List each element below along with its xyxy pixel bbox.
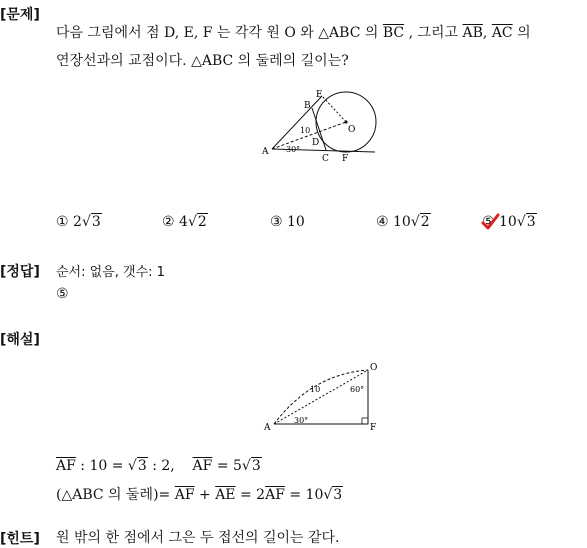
exp-seg-ae: $\overline{AE}$ <box>215 487 236 503</box>
problem-label: [문제] <box>0 7 40 23</box>
exp-seg-af: $\overline{AF}$ <box>56 458 76 474</box>
option-4-coef: 10 <box>393 214 411 230</box>
problem-line-1 <box>56 22 531 42</box>
segment-ac: $\overline{AC}$ <box>491 25 513 41</box>
hint-label: [힌트] <box>0 531 40 547</box>
right-angle-mark <box>362 418 368 424</box>
exp-ratio: : 10 = <box>80 458 124 474</box>
option-5-number: ⑤ <box>482 214 495 230</box>
exp-perimeter: (△ABC 의 둘레)= <box>56 487 171 503</box>
line-ao-straight <box>274 370 368 424</box>
option-3[interactable] <box>270 214 305 230</box>
option-5[interactable] <box>482 214 537 230</box>
option-2-number: ② <box>162 214 175 230</box>
center-o <box>344 120 347 123</box>
option-1-number: ① <box>56 214 69 230</box>
option-4-sqrt: √2 <box>410 214 430 230</box>
fig2-label-a: A <box>264 423 271 433</box>
option-5-marker <box>482 214 495 230</box>
option-4[interactable] <box>376 214 431 230</box>
option-5-coef: 10 <box>499 214 517 230</box>
label-d: D <box>312 138 320 148</box>
separator: , <box>482 25 488 41</box>
explanation-line-1 <box>56 458 262 474</box>
option-2-coef: 4 <box>179 214 188 230</box>
option-2[interactable] <box>162 214 208 230</box>
exp-seg-af-4: $\overline{AF}$ <box>265 487 285 503</box>
label-f: F <box>342 154 349 164</box>
answer-value: ⑤ <box>56 286 69 302</box>
option-3-number: ③ <box>270 214 283 230</box>
option-2-sqrt: √2 <box>187 214 207 230</box>
check-icon <box>480 212 500 232</box>
exp-eq-3: = 10 <box>289 487 324 503</box>
hint-text: 원 밖의 한 점에서 그은 두 접선의 길이는 같다. <box>56 530 340 546</box>
problem-text-a: 다음 그림에서 점 D, E, F 는 각각 원 O 와 △ABC 의 <box>56 25 379 41</box>
answer-meta: 순서: 없음, 갯수: 1 <box>56 265 165 280</box>
label-o: O <box>348 125 356 135</box>
option-1-coef: 2 <box>73 214 82 230</box>
option-3-coef: 10 <box>287 214 305 230</box>
fig2-length: 10 <box>310 385 321 394</box>
problem-text-b: , 그리고 <box>408 25 459 41</box>
exp-eq: = 5 <box>216 458 242 474</box>
explanation-line-2 <box>56 484 343 504</box>
label-a: A <box>262 147 269 157</box>
fig2-angle-a: 30° <box>294 416 309 425</box>
fig2-angle-o: 60° <box>350 385 365 394</box>
problem-figure <box>260 86 390 166</box>
option-5-sqrt: √3 <box>516 214 536 230</box>
exp-plus: + <box>199 487 211 503</box>
problem-line-2: 연장선과의 교점이다. △ABC 의 둘레의 길이는? <box>56 53 349 69</box>
label-length: 10 <box>300 126 311 135</box>
segment-ab: $\overline{AB}$ <box>462 25 483 41</box>
label-b: B <box>304 101 311 111</box>
fig2-label-o: O <box>370 363 378 373</box>
option-1[interactable] <box>56 214 102 230</box>
answer-label: [정답] <box>0 264 40 280</box>
fig2-label-f: F <box>370 423 377 433</box>
label-c: C <box>322 154 329 164</box>
explanation-figure <box>262 360 382 435</box>
label-angle: 30° <box>286 145 301 154</box>
problem-text-c: 의 <box>517 25 531 41</box>
explanation-label: [해설] <box>0 332 40 348</box>
option-1-sqrt: √3 <box>81 214 101 230</box>
label-e: E <box>316 90 323 100</box>
exp-eq-2: = 2 <box>239 487 266 503</box>
option-4-number: ④ <box>376 214 389 230</box>
exp-seg-af-3: $\overline{AF}$ <box>174 487 195 503</box>
segment-bc: $\overline{BC}$ <box>382 25 405 41</box>
exp-seg-af-2: $\overline{AF}$ <box>192 458 213 474</box>
exp-sqrt-3: √3 <box>323 487 343 503</box>
exp-sqrt-1: √3 <box>127 458 147 474</box>
exp-sqrt-2: √3 <box>241 458 261 474</box>
exp-rest: : 2, <box>152 458 175 474</box>
